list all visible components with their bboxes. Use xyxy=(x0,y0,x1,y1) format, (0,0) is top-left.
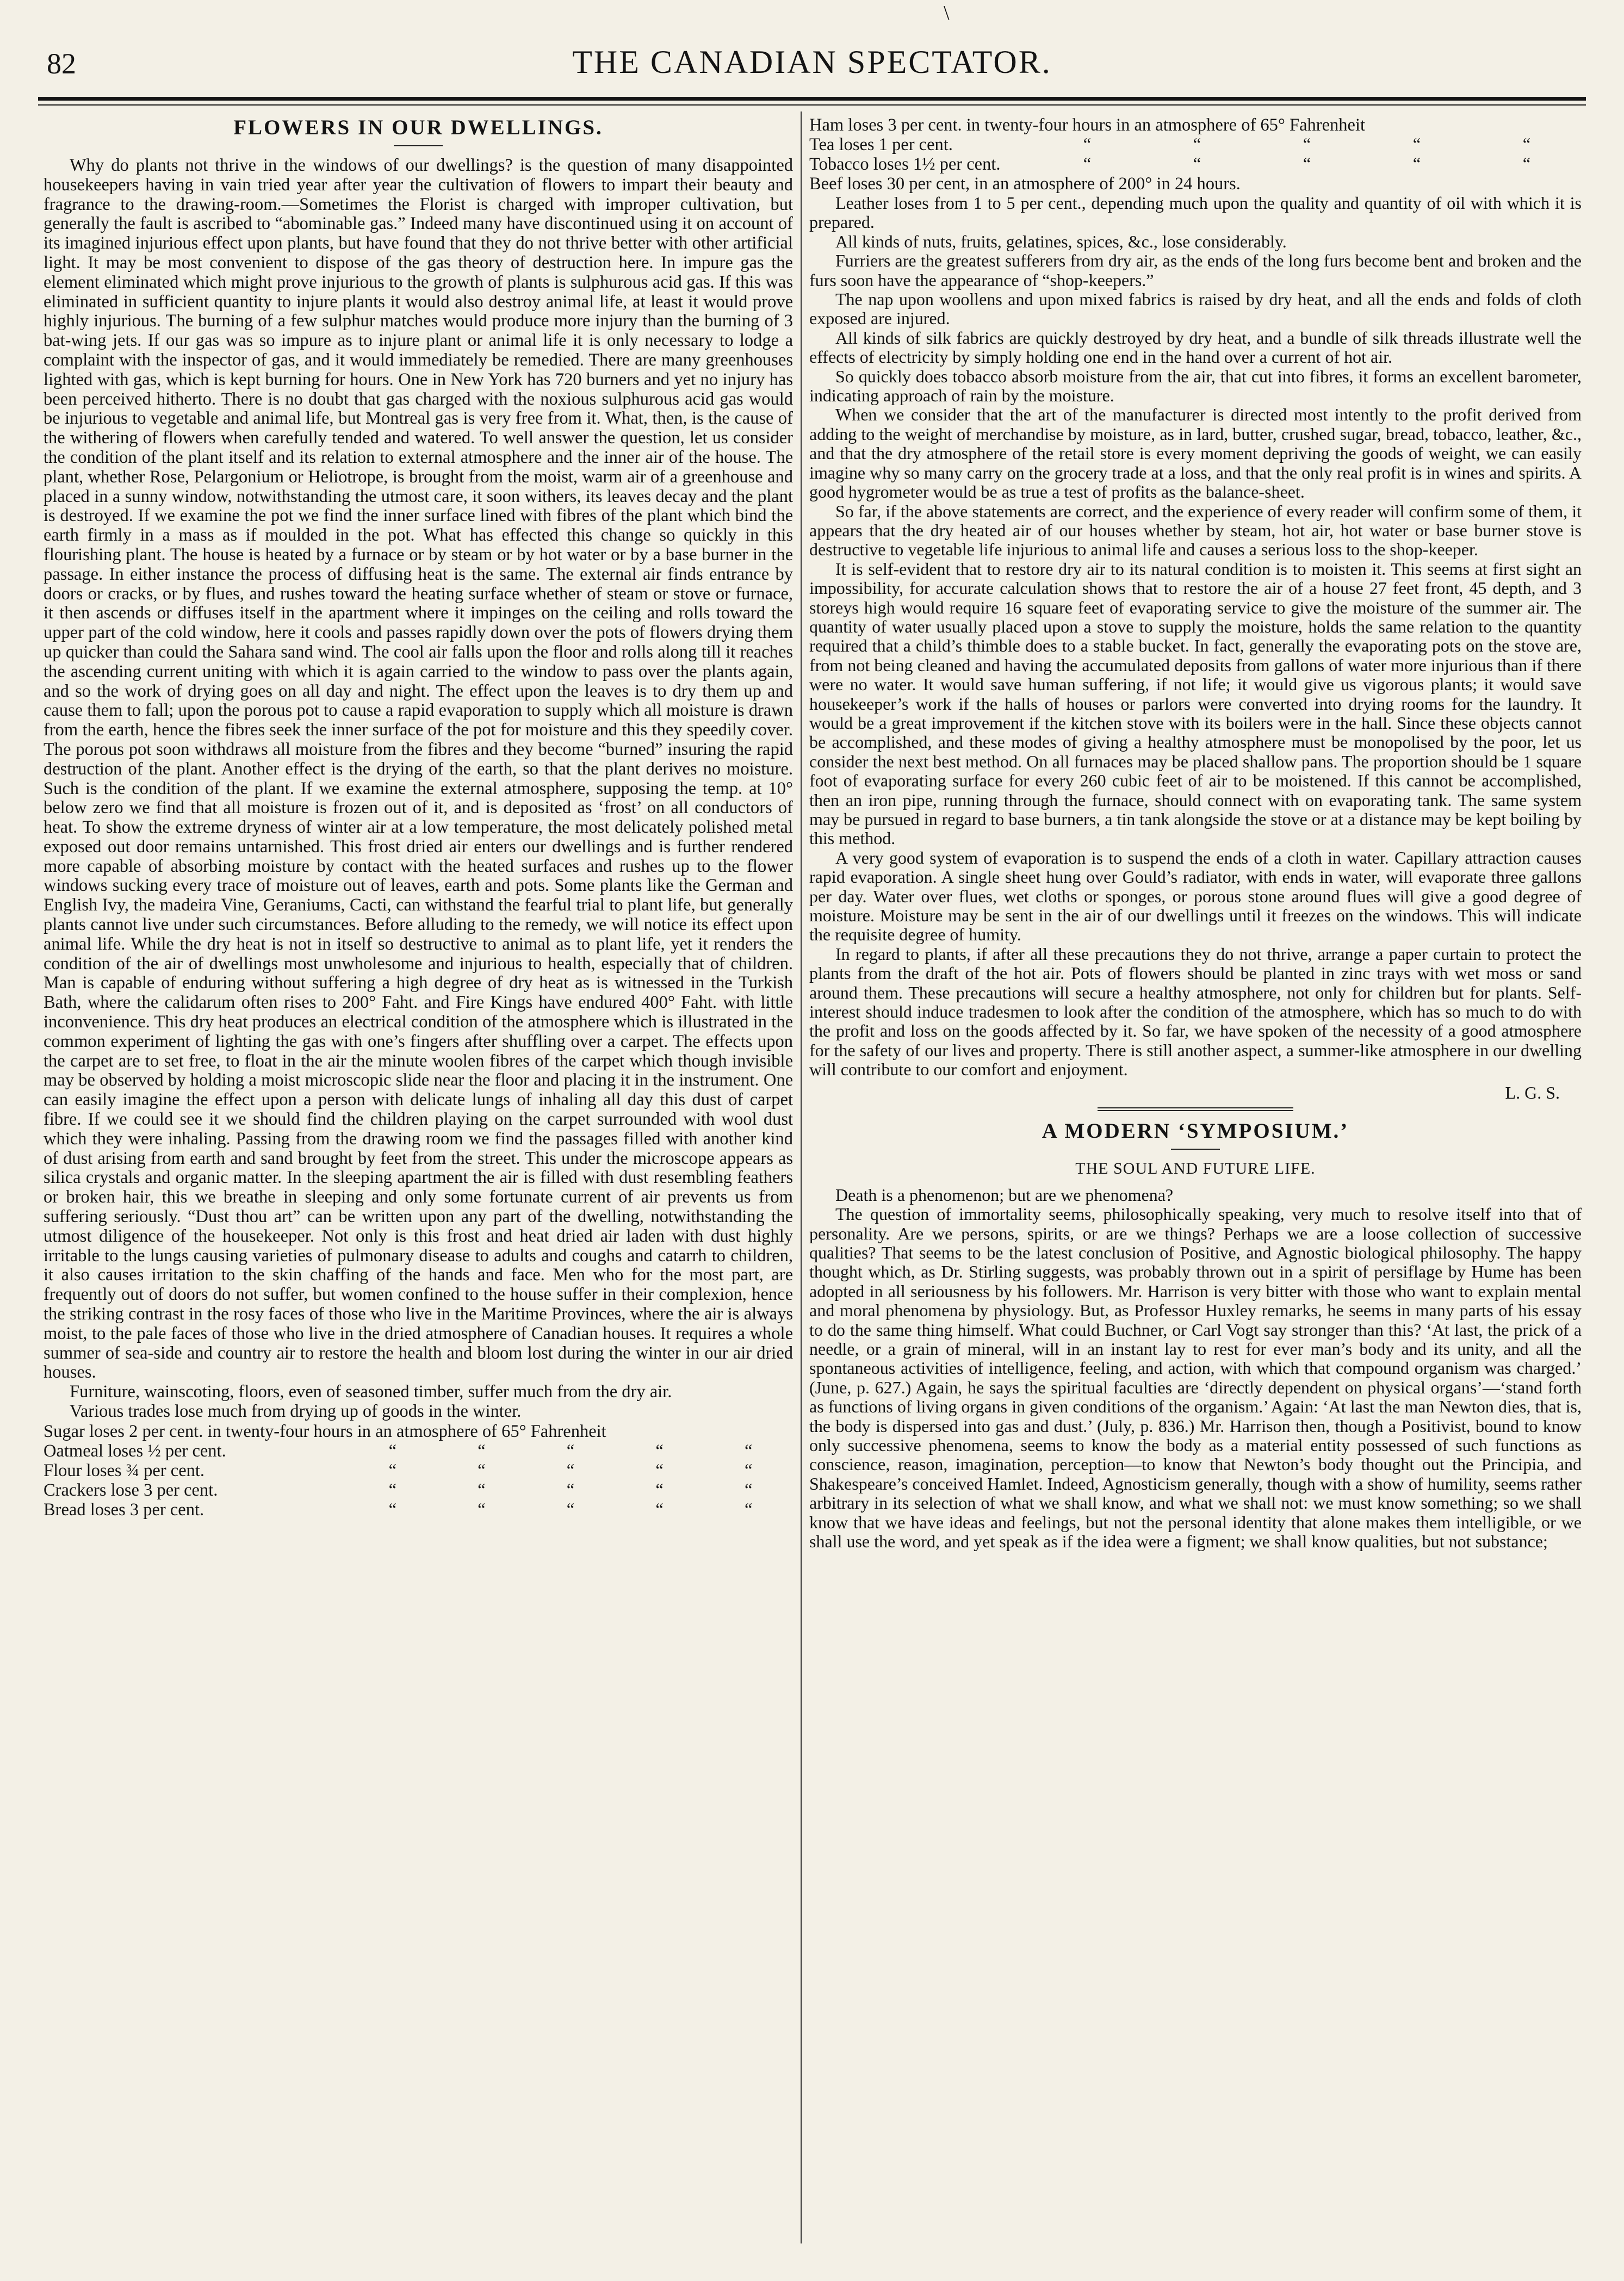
article-paragraph: Furniture, wainscoting, floors, even of seasoned timber, suffer much from the dry air. xyxy=(70,1382,672,1402)
ditto-mark: “ xyxy=(566,1460,575,1480)
ditto-mark: “ xyxy=(566,1441,575,1461)
article-paragraph: The question of immortality seems, philosophically speaking, very much to resolve itself into that of personality. Are we persons, spirits, or are we things? Perhaps we are a loose collection of successive qualities? That seems to be the latest conclusion of Positive, and Agnostic biological philosophy. The happy thought which, as Dr. Stirling suggests, was probably thrown out in a spirit of persiflage by Hume has been adopted in all seriousness by his followers. Mr. Harrison is very bitter with those who want to explain mental and moral phenomena by physiology. But, as Professor Huxley remarks, he seems in many parts of his essay to do the same thing himself. What could Buchner, or Carl Vogt say stronger than this? ‘At last, the prick of a needle, or a grain of mineral, will in an instant lay to rest for ever man’s body and its unity, and all the spontaneous activities of intelligence, feeling, and action, with which that compound organism was charged.’ (June, p. 627.) Again, he says the spiritual faculties are ‘directly dependent on physical organs’—‘stand forth as functions of living organs in given conditions of the organism.’ Again: ‘At last the man Newton dies, that is, the body is dispersed into gas and dust.’ (July, p. 836.) Mr. Harrison then, though a Positivist, bound to know only successive phenomena, seems to know the body as a material entity possessed of such functions as conscience, reason, imagination, perception—to know that Newton’s body thought out the Principia, and Shakespeare’s conceived Hamlet. Indeed, Agnosticism generally, though with a show of humility, seems rather arbitrary in its selection of what we shall know, and what we shall not: we must know something; so we shall know that we have ideas and feelings, but not the personal identity that alone makes them intelligible, or we shall use the word, and yet speak as if the idea were a figment; we shall know qualities, but not substance; xyxy=(809,1204,1582,1551)
article-paragraph: It is self-evident that to restore dry air to its natural condition is to moisten it. This seems at first sight an impossibility, for accurate calculation shows that to restore the air of a house 27 feet front, 45 depth, and 3 storeys high would require 16 square feet of evaporating service to give the moisture of the summer air. The quantity of water usually placed upon a stove to supply the moisture, holds the same relation to the quantity required that a child’s thimble does to a stable bucket. In fact, generally the evaporating pots on the stove are, from not being cleaned and having the accumulated deposits from gallons of water more injurious than if there were no water. It would save human suffering, if not life; it would give us vigorous plants; it would save housekeeper’s work if the halls of houses or parlors were converted into drying rooms for the laundry. It would be a great improvement if the kitchen stove with its boilers were in the hall. Since these objects cannot be accomplished, and these modes of giving a healthy atmosphere must be monopolised by the poor, let us consider the next best method. On all furnaces may be placed shallow pans. The proportion should be 1 square foot of evaporating surface for every 260 cubic feet of air to be moistened. If this cannot be accomplished, then an iron pipe, running through the furnace, should connect with on evaporating tank. The same system may be pursued in regard to base burners, a tin tank alongside the stove or at a distance may be kept boiling by this method. xyxy=(809,559,1582,848)
page-header xyxy=(38,44,1586,87)
article-paragraph: The nap upon woollens and upon mixed fabrics is raised by dry heat, and all the ends and folds of cloth exposed are injured. xyxy=(809,289,1582,328)
page-number: 82 xyxy=(47,47,76,80)
ditto-mark: “ xyxy=(1522,154,1531,174)
right-column xyxy=(809,115,1582,1551)
article-paragraph: When we consider that the art of the manufacturer is directed most intently to the profit derived from adding to the weight of merchandise by moisture, as in lard, butter, crushed sugar, bread, tobacco, leather, &c., and that the dry atmosphere of the retail store is every moment depriving the goods of weight, we can easily imagine why so many carry on the grocery trade at a loss, and that the only real profit is in wines and spirits. A good hygrometer would be as true a test of profits as the balance-sheet. xyxy=(809,405,1582,502)
trade-row xyxy=(809,115,1582,135)
trade-row-text: Oatmeal loses ½ per cent. xyxy=(44,1441,226,1461)
ditto-mark: “ xyxy=(1193,154,1201,174)
ditto-mark: “ xyxy=(655,1460,664,1480)
ditto-mark: “ xyxy=(388,1499,397,1520)
article-title: A MODERN ‘SYMPOSIUM.’ xyxy=(1042,1119,1349,1143)
ditto-mark: “ xyxy=(1193,135,1201,154)
article-paragraph: A very good system of evaporation is to suspend the ends of a cloth in water. Capillary attraction causes rapid evaporation. A single sheet hung over Gould’s radiator, with ends in water, will evaporate three gallons per day. Water over flues, wet cloths or sponges, or porous stone around flues will give a good degree of moisture. Moisture may be sent in the air of our dwellings until it freezes on the windows. This will indicate the requisite degree of humity. xyxy=(809,847,1582,945)
section-double-rule xyxy=(1098,1107,1293,1111)
trade-row-text: Sugar loses 2 per cent. in twenty-four hours in an atmosphere of 65° Fahrenheit xyxy=(44,1421,606,1441)
author-signature: L. G. S. xyxy=(1505,1082,1560,1102)
trade-row xyxy=(44,1480,793,1500)
article-paragraph: So quickly does tobacco absorb moisture from the air, that cut into fibres, it forms an excellent barometer, indicating approach of rain by the moisture. xyxy=(809,366,1582,406)
ditto-mark: “ xyxy=(1522,135,1531,154)
trade-row-text: Tobacco loses 1½ per cent. xyxy=(809,154,1001,174)
article-paragraph: Furriers are the greatest sufferers from dry air, as the ends of the long furs become bent and broken and the furs soon have the appearance of “shop-keepers.” xyxy=(809,251,1582,290)
ditto-mark: “ xyxy=(388,1441,397,1461)
ditto-mark: “ xyxy=(1303,135,1311,154)
ditto-mark: “ xyxy=(478,1441,486,1461)
ditto-mark: “ xyxy=(478,1480,486,1500)
trade-row-text: Beef loses 30 per cent, in an atmosphere of 200° in 24 hours. xyxy=(809,174,1241,194)
ditto-mark: “ xyxy=(655,1499,664,1520)
trade-row-text: Flour loses ¾ per cent. xyxy=(44,1460,205,1480)
ditto-mark: “ xyxy=(388,1460,397,1480)
trade-row xyxy=(44,1422,793,1441)
column-divider xyxy=(801,111,802,2243)
trade-row-text: Bread loses 3 per cent. xyxy=(44,1499,204,1520)
ditto-mark: “ xyxy=(655,1480,664,1500)
ditto-mark: “ xyxy=(744,1499,753,1520)
article-paragraph: All kinds of nuts, fruits, gelatines, spices, &c., lose considerably. xyxy=(835,231,1287,251)
ditto-mark: “ xyxy=(388,1480,397,1500)
left-column xyxy=(44,115,793,1520)
ditto-mark: “ xyxy=(1412,135,1421,154)
ditto-mark: “ xyxy=(566,1499,575,1520)
article-paragraph: In regard to plants, if after all these precautions they do not thrive, arrange a paper curtain to protect the plants from the draft of the hot air. Pots of flowers should be planted in zinc trays with wet moss or sand around them. These precautions will secure a healthy atmosphere, not only for children but for plants. Self-interest should induce tradesmen to look after the condition of the atmosphere, which has so much to do with the profit and loss on the goods affected by it. So far, we have spoken of the necessity of a good atmosphere for the safety of our lives and property. There is still another aspect, a summer-like atmosphere in our dwelling will contribute to our comfort and enjoyment. xyxy=(809,944,1582,1080)
trade-row xyxy=(809,174,1582,194)
header-rule-thin xyxy=(38,104,1586,106)
ditto-mark: “ xyxy=(1303,154,1311,174)
ditto-mark: “ xyxy=(744,1480,753,1500)
ditto-mark: “ xyxy=(744,1460,753,1480)
title-rule xyxy=(394,145,443,146)
article-paragraph: So far, if the above statements are correct, and the experience of every reader will confirm some of them, it appears that the dry heated air of our houses whether by steam, hot air, hot water or base burner stove is destructive to vegetable life injurious to animal life and causes a serious loss to the shop-keeper. xyxy=(809,501,1582,560)
trade-row-text: Ham loses 3 per cent. in twenty-four hours in an atmosphere of 65° Fahrenheit xyxy=(809,115,1366,135)
trade-row xyxy=(44,1500,793,1520)
article-paragraph: Death is a phenomenon; but are we phenomena? xyxy=(835,1185,1174,1205)
article-paragraph: Why do plants not thrive in the windows of our dwellings? is the question of many disappointed housekeepers having in vain tried year after year the cultivation of flowers to impart their beauty and fragrance to the drawing-room.—Sometimes the Florist is charged with improper cultivation, but generally the fault is ascribed to “abominable gas.” Indeed many have discontinued using it on account of its imagined injurious effect upon plants, but have found that they do not thrive better with other artificial light. It may be most convenient to dispose of the gas theory of destruction here. In impure gas the element eliminated which might prove injurious to the growth of plants is sulphurous acid gas. If this was eliminated in sufficient quantity to injure plants it would also destroy animal life, at least it would prove highly injurious. The burning of a few sulphur matches would produce more injury than the burning of 3 bat-wing jets. If our gas was so impure as to injure plant or animal life it is only necessary to lodge a complaint with the inspector of gas, and it would immediately be remedied. There are many greenhouses lighted with gas, which is kept burning for hours. One in New York has 720 burners and yet no injury has been perceived hitherto. There is no doubt that gas charged with the noxious sulphurous acid gas would be injurious to vegetable and animal life, but Montreal gas is very free from it. What, then, is the cause of the withering of flowers when carefully tended and watered. To well answer the question, let us consider the condition of the plant itself and its relation to external atmosphere and the inner air of the house. The plant, whether Rose, Pelargonium or Heliotrope, is brought from the moist, warm air of a greenhouse and placed in a sunny window, notwithstanding the utmost care, it soon withers, its leaves decay and the plant is destroyed. If we examine the pot we find the inner surface lined with fibres of the plant which bind the earth firmly in a mass as if moulded in the pot. What has effected this change so quickly in this flourishing plant. The house is heated by a furnace or by steam or by hot water or by a base burner in the passage. In either instance the process of diffusing heat is the same. The external air finds entrance by doors or cracks, or by flues, and rushes toward the heating surface whether of steam or stove or furnace, it then ascends or diffuses itself in the apartment where it impinges on the ceiling and rolls toward the upper part of the cold window, here it cools and passes rapidly down over the pots of flowers drying them up quicker than could the Sahara sand wind. The cool air falls upon the floor and rolls along till it reaches the ascending current uniting with which it is again carried to the window to pass over the plants again, and so the work of drying goes on all day and night. The effect upon the leaves is to dry them up and cause them to fall; upon the porous pot to cause a rapid evaporation to supply which all moisture is drawn from the earth, hence the fibres seek the inner surface of the pot for moisture and this they speedily cover. The porous pot soon withdraws all moisture from the fibres and they become “burned” insuring the rapid destruction of the plant. Another effect is the drying of the earth, so that the plant derives no moisture. Such is the condition of the plant. If we examine the external atmosphere, supposing the temp. at 10° below zero we find that all moisture is frozen out of it, and is deposited as ‘frost’ on all conductors of heat. To show the extreme dryness of winter air at a low temperature, the most delicately polished metal exposed out door remains untarnished. This frost dried air enters our dwellings and is further rendered more capable of absorbing moisture by contact with the heated surfaces and rushes up to the flower windows sucking every trace of moisture out of leaves, earth and pots. Some plants like the German and English Ivy, the madeira Vine, Geraniums, Cacti, can withstand the fearful trial to plant life, but generally plants cannot live under such circumstances. Before alluding to the remedy, we will notice its effect upon animal life. While the dry heat is not in itself so destructive to animal as to plant life, yet it renders the condition of the air of dwellings most unwholesome and injurious to health, especially that of children. Man is capable of enduring without suffering a high degree of dry heat as is witnessed in the Turkish Bath, where the calidarum often rises to 200° Faht. and Fire Kings have endured 400° Faht. with little inconvenience. This dry heat produces an electrical condition of the atmosphere which is illustrated in the common experiment of lighting the gas with one’s fingers after shuffling over a carpet. The effects upon the carpet are to set free, to float in the air the minute woolen fibres of the carpet which though invisible may be observed by holding a moist microscopic slide near the floor and placing it in the instrument. One can easily imagine the effect upon a person with delicate lungs of inhaling all day this dust of carpet fibre. If we could see it we should find the children playing on the carpet surrounded with wool dust which they were inhaling. Passing from the drawing room we find the passages filled with another kind of dust arising from earth and sand brought by feet from the street. This under the microscope appears as silica crystals and organic matter. In the sleeping apartment the air is filled with dust resembling feathers or broken hair, this we breathe in sleeping and only some fortunate current of air prevents us from suffering seriously. “Dust thou art” can be written upon any part of the dwelling, notwithstanding the utmost diligence of the housekeeper. Not only is this frost and heat dried air laden with dust highly irritable to the lungs causing varieties of pulmonary disease to adults and coughs and catarrh to children, it also causes irritation to the skin chaffing of the hands and face. Men who for the most part, are frequently out of doors do not suffer, but women confined to the house suffer in their complexion, hence the striking contrast in the rosy faces of those who live in the Maritime Provinces, where the air is always moist, to the pale faces of those who live in the dried atmosphere of Canadian houses. It requires a whole summer of sea-side and country air to restore the health and bloom lost during the winter in our air dried houses. xyxy=(44,156,793,1383)
stray-mark: \ xyxy=(944,2,950,24)
trade-row xyxy=(44,1441,793,1461)
ditto-mark: “ xyxy=(655,1441,664,1461)
trade-row xyxy=(809,135,1582,154)
ditto-mark: “ xyxy=(1083,154,1092,174)
title-rule xyxy=(1171,1149,1220,1150)
masthead-title: THE CANADIAN SPECTATOR. xyxy=(572,44,1052,80)
trade-row xyxy=(44,1461,793,1480)
article-subtitle: THE SOUL AND FUTURE LIFE. xyxy=(1075,1159,1316,1177)
article-paragraph: Various trades lose much from drying up of goods in the winter. xyxy=(70,1402,522,1421)
trade-row-text: Tea loses 1 per cent. xyxy=(809,135,953,154)
ditto-mark: “ xyxy=(478,1460,486,1480)
article-paragraph: Leather loses from 1 to 5 per cent., depending much upon the quality and quantity of oil with which it is prepared. xyxy=(809,193,1582,232)
trade-row xyxy=(809,154,1582,174)
trade-row-text: Crackers lose 3 per cent. xyxy=(44,1480,218,1500)
ditto-mark: “ xyxy=(478,1499,486,1520)
ditto-mark: “ xyxy=(1083,135,1092,154)
article-title: FLOWERS IN OUR DWELLINGS. xyxy=(233,116,603,139)
ditto-mark: “ xyxy=(1412,154,1421,174)
article-paragraph: All kinds of silk fabrics are quickly destroyed by dry heat, and a bundle of silk threads illustrate well the effects of electricity by simply holding one end in the hand over a current of hot air. xyxy=(809,327,1582,367)
ditto-mark: “ xyxy=(566,1480,575,1500)
ditto-mark: “ xyxy=(744,1441,753,1461)
header-rule-thick xyxy=(38,97,1586,101)
